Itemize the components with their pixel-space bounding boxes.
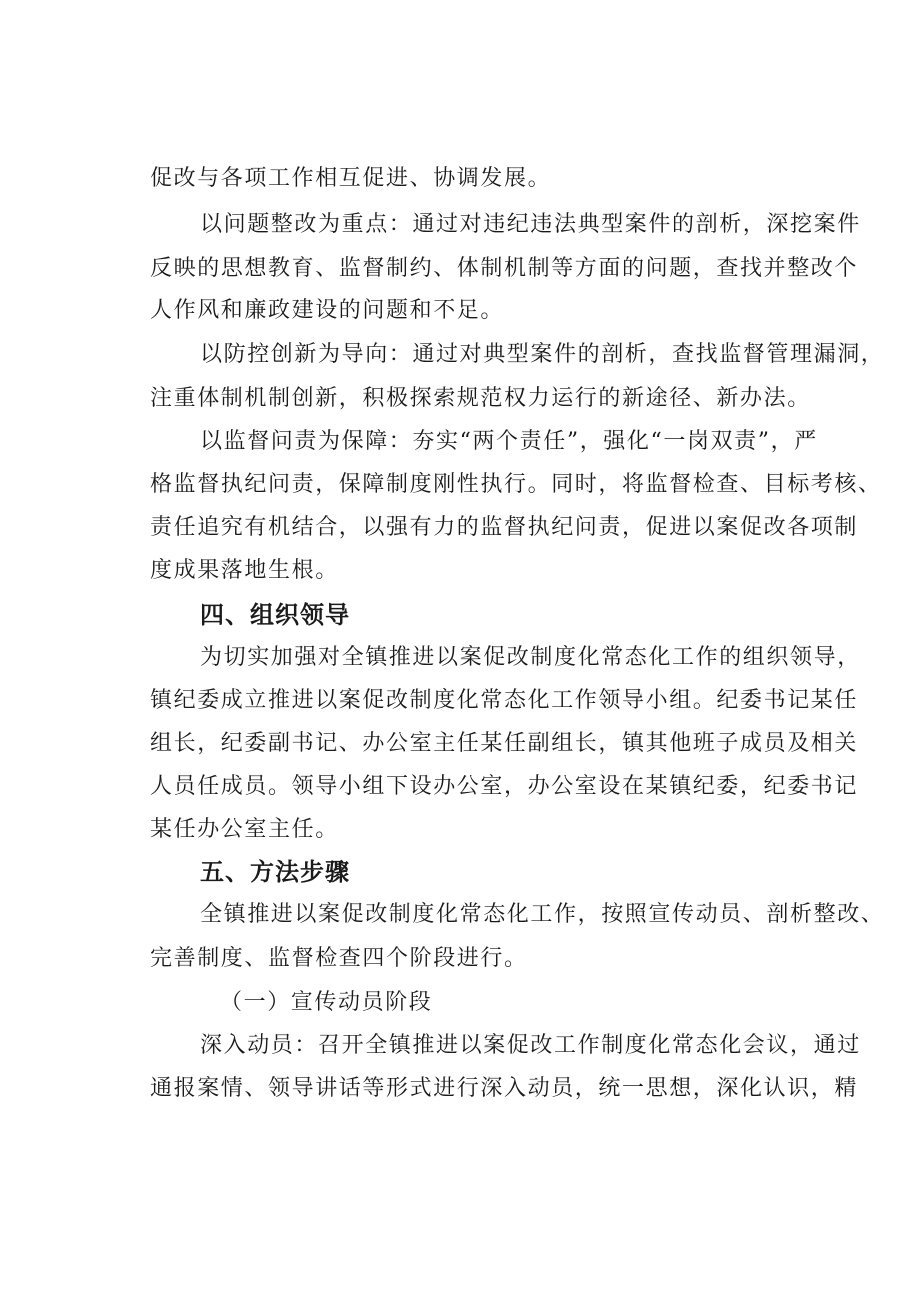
paragraph-line: 组长，纪委副书记、办公室主任某任副组长，镇其他班子成员及相关 [150, 731, 859, 756]
paragraph-line: 深入动员：召开全镇推进以案促改工作制度化常态化会议，通过 [200, 1033, 861, 1058]
section-heading: 四、组织领导 [200, 601, 350, 629]
paragraph-line: 人作风和廉政建设的问题和不足。 [150, 298, 505, 323]
paragraph-line: 格监督执纪问责，保障制度刚性执行。同时，将监督检查、目标考核、 [150, 472, 882, 497]
paragraph-line: 度成果落地生根。 [150, 558, 339, 583]
paragraph-line: 以问题整改为重点：通过对违纪违法典型案件的剖析，深挖案件 [200, 212, 861, 237]
section-heading: 五、方法步骤 [200, 858, 350, 886]
paragraph-line: 通报案情、领导讲话等形式进行深入动员，统一思想，深化认识，精 [150, 1076, 859, 1101]
paragraph-line: 某任办公室主任。 [150, 817, 339, 842]
subsection-heading: （一）宣传动员阶段 [220, 990, 433, 1015]
paragraph-line: 责任追究有机结合，以强有力的监督执纪问责，促进以案促改各项制 [150, 515, 859, 540]
paragraph-line: 人员任成员。领导小组下设办公室，办公室设在某镇纪委，纪委书记 [150, 774, 859, 799]
paragraph-line: 反映的思想教育、监督制约、体制机制等方面的问题，查找并整改个 [150, 256, 859, 281]
paragraph-line: 促改与各项工作相互促进、协调发展。 [150, 166, 552, 191]
paragraph-line: 全镇推进以案促改制度化常态化工作，按照宣传动员、剖析整改、 [200, 902, 885, 927]
paragraph-line: 以防控创新为导向：通过对典型案件的剖析，查找监督管理漏洞， [200, 342, 885, 367]
paragraph-line: 注重体制机制创新，积极探索规范权力运行的新途径、新办法。 [150, 386, 811, 411]
paragraph-line: 为切实加强对全镇推进以案促改制度化常态化工作的组织领导， [200, 645, 861, 670]
paragraph-line: 完善制度、监督检查四个阶段进行。 [150, 946, 528, 971]
paragraph-line: 镇纪委成立推进以案促改制度化常态化工作领导小组。纪委书记某任 [150, 688, 859, 713]
paragraph-line: 以监督问责为保障：夯实“两个责任”，强化“一岗双责”，严 [200, 429, 818, 454]
